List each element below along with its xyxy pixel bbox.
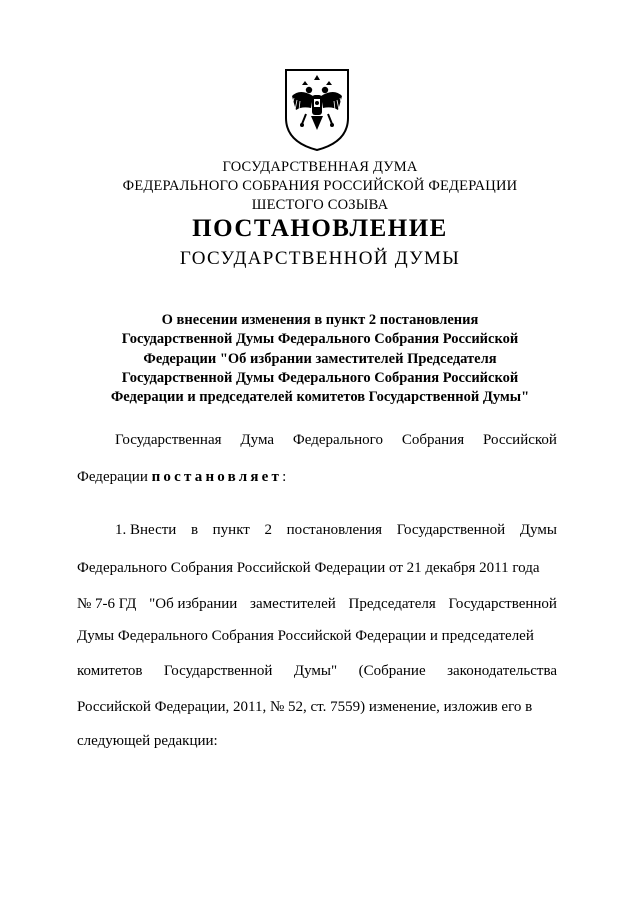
item1-word: 2 — [264, 522, 272, 538]
item1-word: законодательства — [447, 663, 557, 679]
preamble-word: Государственная — [115, 432, 222, 448]
header-line-convocation: ШЕСТОГО СОЗЫВА — [251, 197, 389, 213]
preamble-line-2 — [77, 469, 557, 486]
subject-line: Федерации "Об избрании заместителей Председателя — [143, 350, 497, 367]
item1-word: заместителей — [250, 596, 336, 612]
item1-word: комитетов — [77, 663, 143, 679]
item1-line-7: следующей редакции: — [77, 733, 218, 749]
item1-word: Государственной — [448, 596, 557, 612]
item1-line-5 — [77, 663, 557, 680]
item1-word: Думы — [519, 522, 557, 538]
item1-word: Председателя — [348, 596, 436, 612]
item1-line-2: Федерального Собрания Российской Федерации от 21 декабря 2011 года — [77, 560, 540, 576]
item1-word: пункт — [212, 522, 250, 538]
item1-word: постановления — [286, 522, 383, 538]
preamble-word: Собрания — [401, 432, 465, 448]
preamble-word: Дума — [240, 432, 275, 448]
item1-line-3 — [77, 596, 557, 613]
subject-line: Федерации и председателей комитетов Государственной Думы" — [110, 389, 530, 406]
preamble-text: Федерации — [77, 469, 152, 485]
header-line-duma: ГОСУДАРСТВЕННАЯ ДУМА — [222, 159, 418, 175]
preamble-line-1 — [115, 432, 557, 449]
subject-line: О внесении изменения в пункт 2 постановления — [161, 312, 479, 328]
subject-line: Государственной Думы Федерального Собрания Российской — [121, 331, 519, 348]
preamble-word: Российской — [483, 432, 557, 448]
preamble-word: Федерального — [292, 432, 383, 448]
item1-word: 1. Внести — [115, 522, 177, 538]
item1-word: № 7-6 ГД — [77, 596, 137, 612]
preamble-colon: : — [282, 469, 287, 485]
item1-line-1 — [115, 522, 557, 539]
item1-line-4: Думы Федерального Собрания Российской Федерации и председателей — [77, 628, 534, 644]
item1-word: "Об избрании — [149, 596, 238, 612]
resolve-verb: постановляет — [151, 469, 283, 485]
subject-line: Государственной Думы Федерального Собрания Российской — [121, 369, 519, 386]
document-subtitle: ГОСУДАРСТВЕННОЙ ДУМЫ — [179, 248, 461, 269]
coat-of-arms-emblem — [278, 66, 356, 152]
issuer-header — [0, 158, 640, 215]
item1-word: (Собрание — [358, 663, 426, 679]
document-subject — [0, 311, 640, 407]
item1-word: Государственной — [396, 522, 506, 538]
header-line-assembly: ФЕДЕРАЛЬНОГО СОБРАНИЯ РОССИЙСКОЙ ФЕДЕРАЦИИ — [122, 178, 518, 194]
item1-word: Государственной — [163, 663, 273, 679]
item1-word: в — [190, 522, 199, 538]
item1-line-6: Российской Федерации, 2011, № 52, ст. 7559) изменение, изложив его в — [77, 699, 533, 715]
document-title: ПОСТАНОВЛЕНИЕ — [192, 215, 448, 242]
item1-word: Думы" — [293, 663, 338, 679]
